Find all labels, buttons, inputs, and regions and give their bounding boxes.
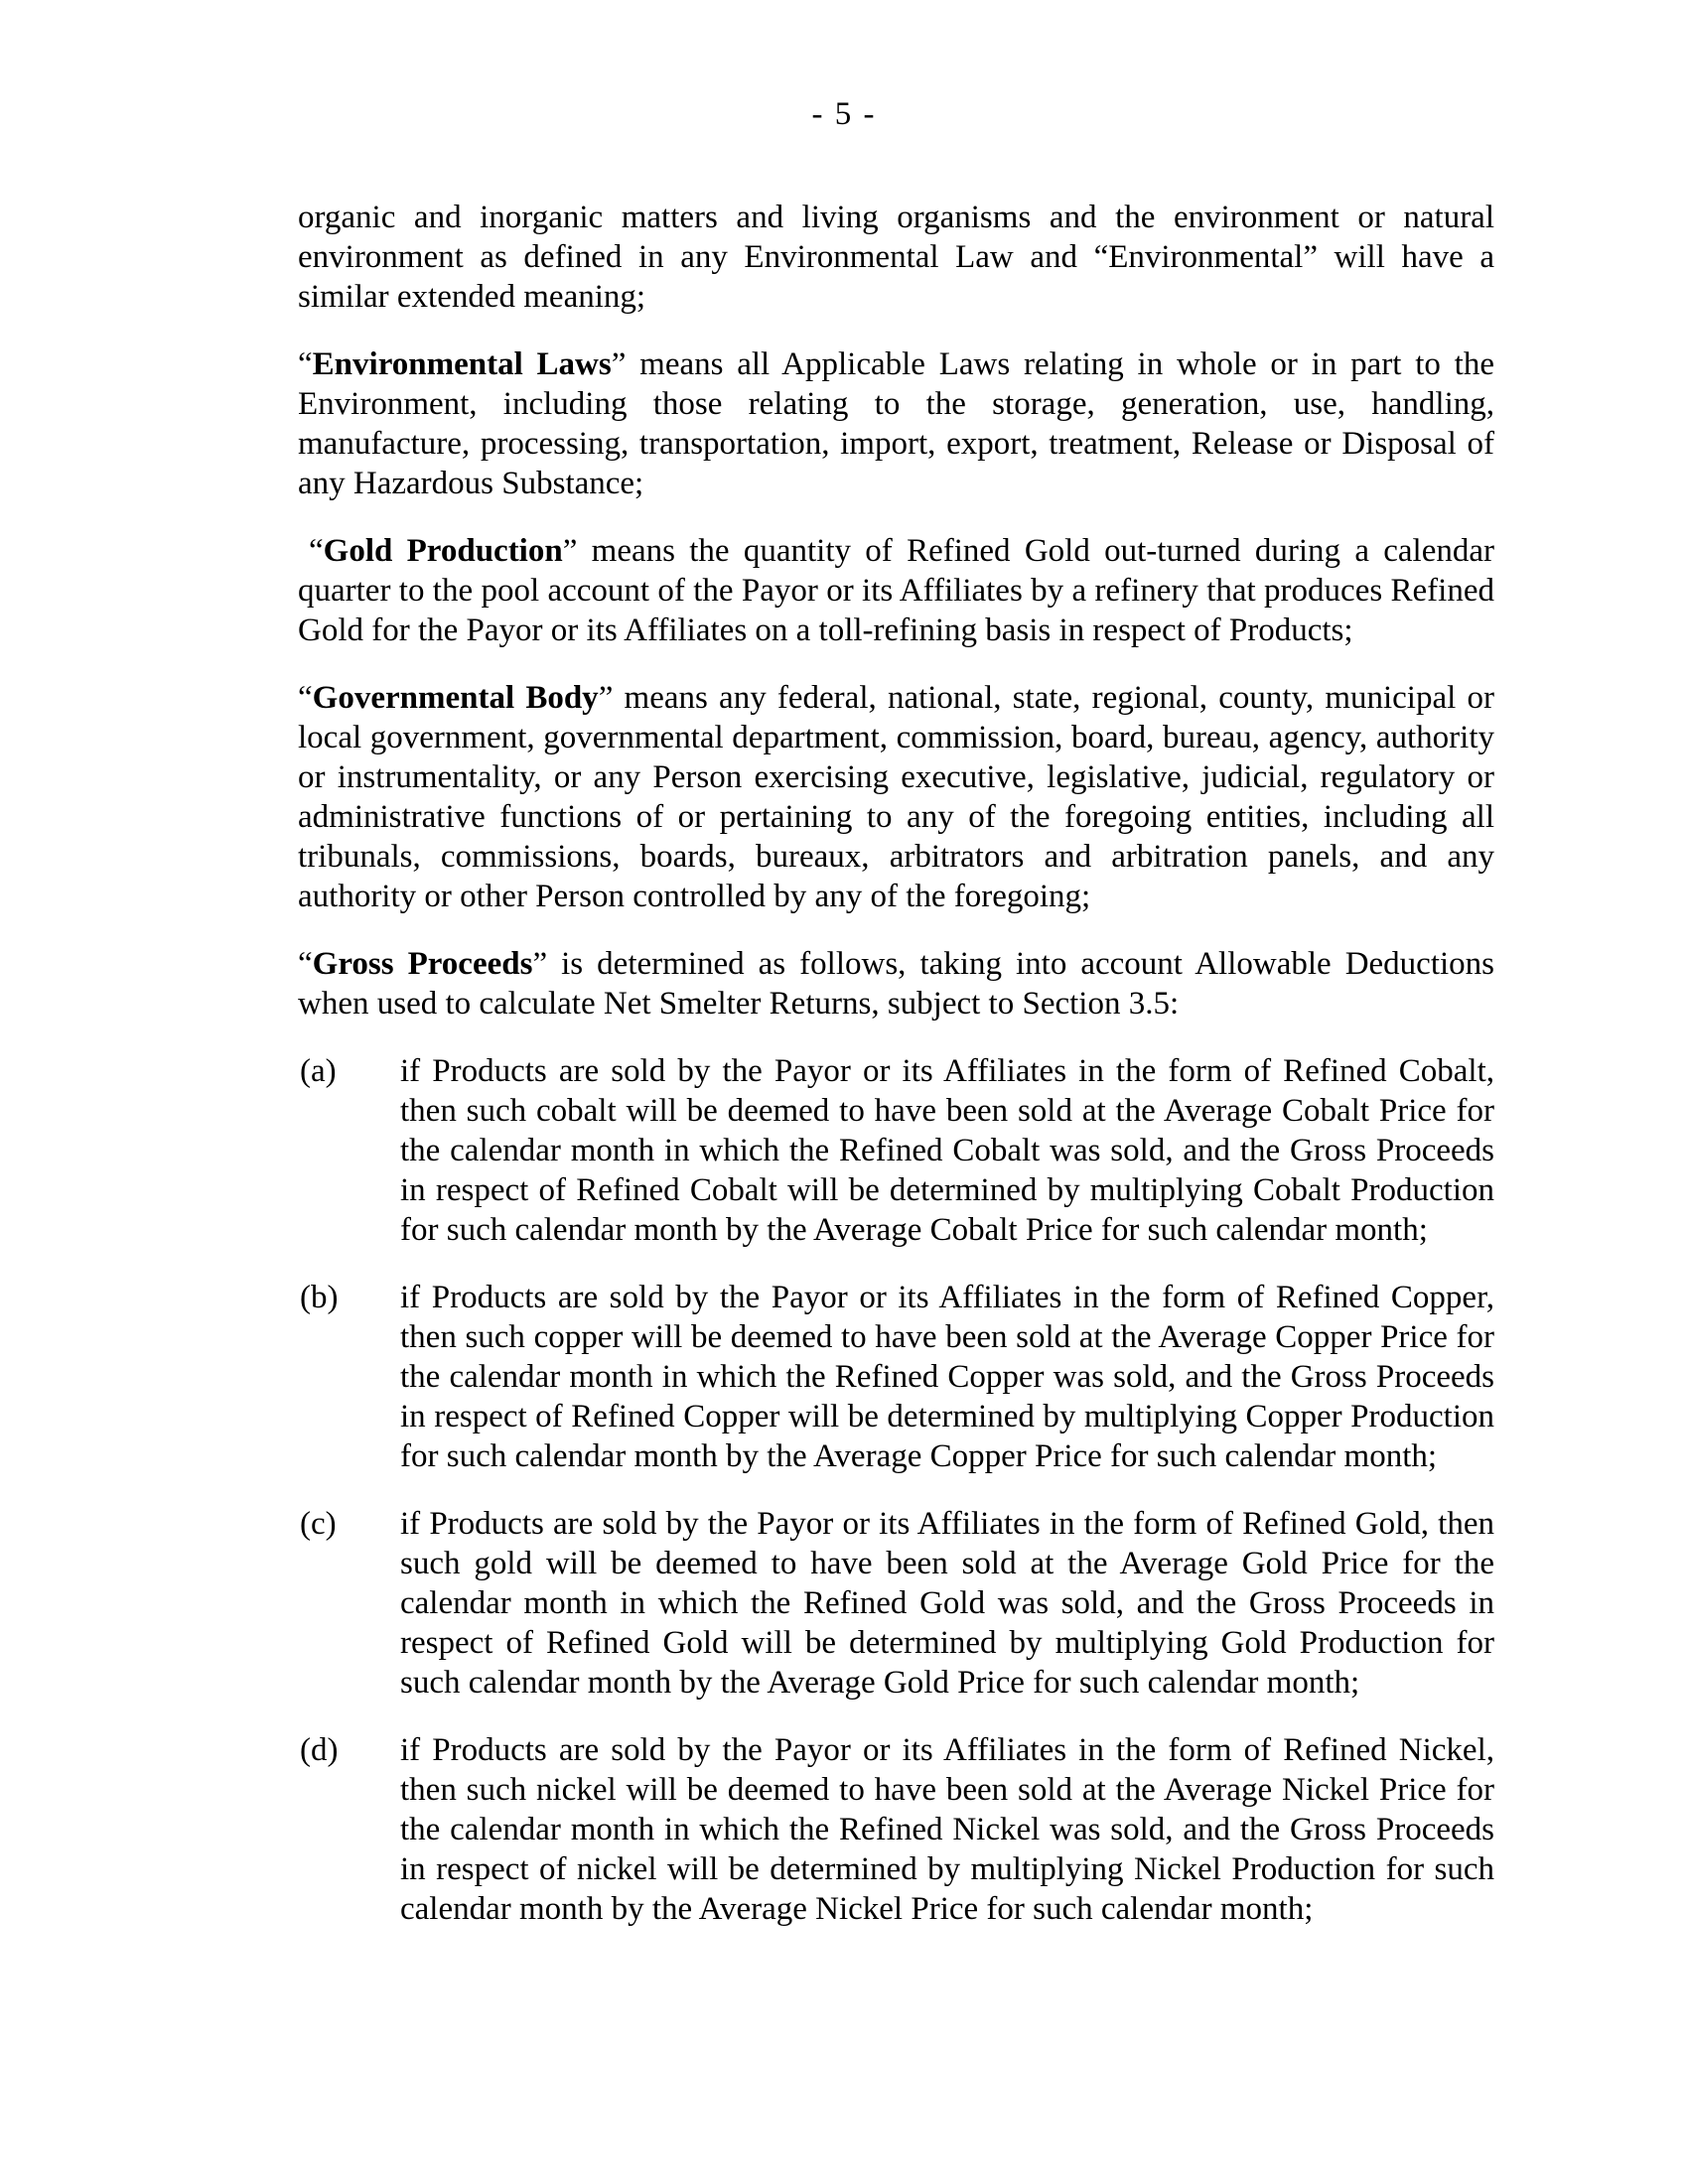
list-item-text: if Products are sold by the Payor or its Affiliates in the form of Refined Copper, then such copper will be deemed to have been sold at the Average Copper Price for the calendar month in which the Refined Copper was sold, and the Gross Proceeds in respect of Refined Copper will be determined by multiplying Copper Production for such calendar month by the Average Copper Price for such calendar month; (400, 1280, 1494, 1474)
page-number: - 5 - (811, 96, 877, 132)
defined-term: Governmental Body (312, 680, 599, 716)
definition-paragraph-environmental-laws (298, 344, 1494, 503)
list-item-label: (b) (300, 1280, 339, 1315)
list-item-d (298, 1730, 1494, 1929)
definition-paragraph-governmental-body (298, 678, 1494, 916)
paragraph-text: ” means all Applicable Laws relating in whole or in part to the Environment, including those relating to the storage, generation, use, handling, manufacture, processing, transportation, import, export, treatment, Release or Disposal of any Hazardous Substance; (298, 346, 1495, 501)
list-item-a (298, 1051, 1494, 1250)
document-body (298, 198, 1494, 1929)
list-item-label: (d) (300, 1732, 339, 1768)
list-item-label: (c) (300, 1506, 337, 1542)
paragraph-text: organic and inorganic matters and living organisms and the environment or natural environment as defined in any Environmental Law and “Environmental” will have a similar extended meaning; (298, 200, 1494, 315)
defined-term: Gross Proceeds (312, 946, 533, 982)
defined-term: Environmental Laws (312, 346, 612, 382)
paragraph-text: ” is determined as follows, taking into account Allowable Deductions when used to calculate Net Smelter Returns, subject to Section 3.5: (298, 946, 1494, 1022)
list-item-c (298, 1504, 1494, 1703)
definition-paragraph-gross-proceeds (298, 944, 1494, 1024)
list-item-text: if Products are sold by the Payor or its Affiliates in the form of Refined Cobalt, then such cobalt will be deemed to have been sold at the Average Cobalt Price for the calendar month in which the Refined Cobalt was sold, and the Gross Proceeds in respect of Refined Cobalt will be determined by multiplying Cobalt Production for such calendar month by the Average Cobalt Price for such calendar month; (400, 1053, 1494, 1248)
paragraph-text: “ (298, 946, 313, 982)
list-item-text: if Products are sold by the Payor or its Affiliates in the form of Refined Gold, then such gold will be deemed to have been sold at the Average Gold Price for the calendar month in which the Refined Gold was sold, and the Gross Proceeds in respect of Refined Gold will be determined by multiplying Gold Production for such calendar month by the Average Gold Price for such calendar month; (400, 1506, 1494, 1701)
paragraph-text: ” means any federal, national, state, regional, county, municipal or local government, governmental department, commission, board, bureau, agency, authority or instrumentality, or any Person exercising executive, legislative, judicial, regulatory or administrative functions of or pertaining to any of the foregoing entities, including all tribunals, commissions, boards, bureaux, arbitrators and arbitration panels, and any authority or other Person controlled by any of the foregoing; (298, 680, 1494, 914)
paragraph-text: “ (298, 346, 313, 382)
list-item-text: if Products are sold by the Payor or its Affiliates in the form of Refined Nickel, then such nickel will be deemed to have been sold at the Average Nickel Price for the calendar month in which the Refined Nickel was sold, and the Gross Proceeds in respect of nickel will be determined by multiplying Nickel Production for such calendar month by the Average Nickel Price for such calendar month; (400, 1732, 1494, 1927)
definition-paragraph-gold-production (298, 531, 1494, 650)
definition-paragraph-continuation (298, 198, 1494, 317)
list-item-label: (a) (300, 1053, 337, 1089)
paragraph-text: “ (309, 533, 324, 569)
list-item-b (298, 1278, 1494, 1476)
paragraph-text: ” means the quantity of Refined Gold out-turned during a calendar quarter to the pool account of the Payor or its Affiliates by a refinery that produces Refined Gold for the Payor or its Affiliates on a toll-refining basis in respect of Products; (298, 533, 1495, 648)
defined-term: Gold Production (323, 533, 563, 569)
paragraph-text: “ (298, 680, 313, 716)
